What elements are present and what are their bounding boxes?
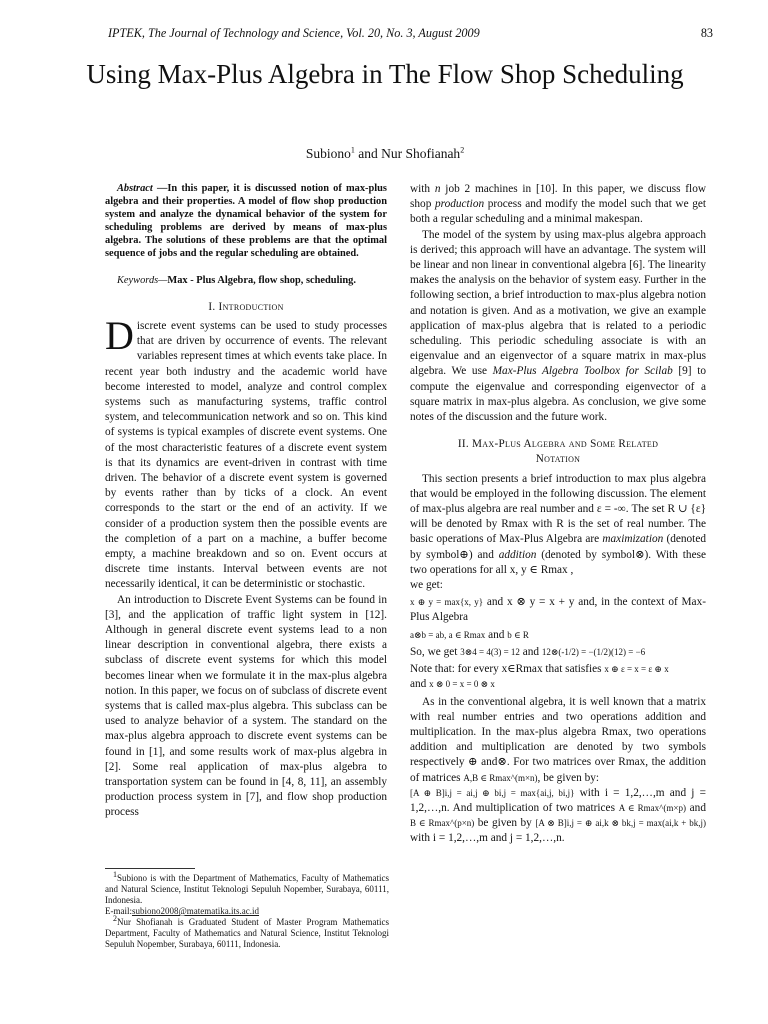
author-line bbox=[60, 146, 710, 162]
footnotes bbox=[105, 868, 389, 950]
intro-paragraph-2: An introduction to Discrete Event Systems can be found in [3], and the application of traffic light system in [12]. Although in general discrete event systems lead to a non linear description in conventional algebra, there exists a subclass of discrete event systems for which this model becomes linear when we formulate it in the max-plus algebra notion. In this paper, we focus on of subclass of discrete event systems that is called max-plus algebra. This subclass can be used to analyze behavior of a system. The standard on the max-plus algebra approach to discrete event systems can be found in [1], and some results work of max-plus algebra in [2]. Some real application of max-plus algebra to transportation system can be found in [4, 8, 11], an assembly production process system in [7], and flow shop production process bbox=[105, 593, 387, 819]
italic-n: n bbox=[434, 183, 441, 195]
equation: b ∈ R bbox=[507, 629, 529, 640]
footnote-2 bbox=[105, 914, 389, 950]
section-2-paragraph-3 bbox=[410, 786, 706, 847]
section-2-heading bbox=[410, 437, 706, 467]
author-2: Nur Shofianah bbox=[381, 146, 461, 161]
text-run: This section presents a brief introduction to max plus algebra that would be employed in the following discussion. The element of max-plus algebra are real number and ε = -∞. The set R ∪ {ε} will be denoted by Rmax with R is the set of real number. The basic operations of Max-Plus Algebra are bbox=[410, 472, 706, 546]
equation: 3⊗4 = 4(3) = 12 bbox=[460, 646, 520, 657]
paper-title: Using Max-Plus Algebra in The Flow Shop Scheduling bbox=[86, 59, 684, 89]
equation: x ⊗ 0 = x = 0 ⊗ x bbox=[429, 679, 495, 690]
section-2-heading-line-2: Notation bbox=[535, 453, 581, 466]
drop-cap: D bbox=[105, 312, 134, 358]
text-run: and bbox=[410, 678, 430, 691]
footnote-email bbox=[105, 906, 389, 917]
text-run: Note that: for every x∈Rmax that satisfies bbox=[410, 663, 605, 676]
text-run: job 2 machines in [10]. In this paper, we discuss flow shop bbox=[410, 183, 706, 211]
keywords-text: Max - Plus Algebra, flow shop, scheduling. bbox=[167, 274, 356, 286]
toolbox-name: Max-Plus Algebra Toolbox for Scilab bbox=[492, 365, 673, 378]
equation: x ⊕ ε = x = ε ⊕ x bbox=[604, 664, 669, 675]
keywords bbox=[105, 273, 387, 288]
equation: [A ⊗ B]i,j = ⊕ ai,k ⊗ bk,j = max(ai,k + bk,j) bbox=[535, 818, 706, 829]
equation-line-1 bbox=[410, 595, 706, 625]
text-run: with i = 1,2,…,m and j = 1,2,…,n. And multiplication of two matrices bbox=[410, 786, 706, 814]
equation: 12⊗(-1/2) = −(1/2)(12) = −6 bbox=[541, 646, 646, 657]
abstract-text: In this paper, it is discussed notion of max-plus algebra and their properties. A model of flow shop production system and analyze the dynamical behavior of the system for scheduling problems are derived by means of max-plus algebra. The solutions of these problems are that the optimal sequence of jobs and the regular scheduling are obtained. bbox=[105, 183, 387, 260]
we-get-line: we get: bbox=[410, 579, 443, 592]
abstract bbox=[105, 182, 387, 261]
italic-maximization: maximization bbox=[602, 533, 664, 546]
equation: A,B ∈ Rmax^(m×n) bbox=[463, 772, 538, 783]
equation: A ∈ Rmax^(m×p) bbox=[618, 802, 686, 813]
text-run: and bbox=[485, 628, 508, 641]
section-2-heading-line-1: II. Max-Plus Algebra and Some Related bbox=[457, 438, 659, 451]
right-column bbox=[410, 182, 706, 847]
text-run: So, we get bbox=[410, 645, 461, 658]
note-line bbox=[410, 662, 706, 692]
left-column bbox=[105, 182, 387, 821]
footnote-1-mark: 1 bbox=[113, 870, 117, 879]
text-run: with i = 1,2,…,m and j = 1,2,…,n. bbox=[410, 832, 565, 845]
section-2-paragraph-1 bbox=[410, 472, 706, 578]
text-run: be given by bbox=[474, 817, 536, 830]
running-header bbox=[108, 26, 713, 41]
text-run: and, in the context of Max-Plus Algebra bbox=[410, 596, 706, 624]
footnote-2-mark: 2 bbox=[113, 914, 117, 923]
author-2-mark: 2 bbox=[460, 145, 465, 155]
author-1: Subiono bbox=[305, 146, 351, 161]
footnote-1-text: Subiono is with the Department of Mathematics, Faculty of Mathematics and Natural Science, Institut Teknologi Sepuluh Nopember, Surabaya, 60111, Indonesia. bbox=[105, 873, 389, 905]
text-run: with bbox=[410, 183, 435, 195]
text-run: [9] to compute the eigenvalue and corresponding eigenvector of a square matrix in max-plus algebra. As conclusion, we give some notes of the discussion and the future work. bbox=[410, 365, 707, 424]
intro-paragraph-1 bbox=[105, 312, 387, 593]
equation-line-3 bbox=[410, 645, 706, 660]
text-run: As in the conventional algebra, it is well known that a matrix with real number entries and two operations addition and multiplication. In the max-plus algebra Rmax, two operations addition and multiplication are denoted by two symbols respectively ⊕ and⊗. For two matrices over Rmax, the addition of matrices bbox=[410, 695, 706, 784]
equation-line-2 bbox=[410, 628, 706, 643]
equation: [A ⊕ B]i,j = ai,j ⊕ bi,j = max{ai,j, bi,j} bbox=[410, 787, 575, 798]
equation: x ⊕ y = max{x, y} bbox=[410, 597, 484, 608]
journal-citation: IPTEK, The Journal of Technology and Science, Vol. 20, No. 3, August 2009 bbox=[108, 26, 480, 40]
italic-production: production bbox=[434, 198, 485, 211]
email-label: E-mail: bbox=[105, 906, 132, 916]
text-run: , be given by: bbox=[537, 771, 600, 784]
italic-addition: addition bbox=[498, 548, 537, 561]
text-run: and bbox=[685, 801, 706, 814]
author-1-mark: 1 bbox=[350, 145, 355, 155]
page-number: 83 bbox=[700, 26, 713, 40]
intro-paragraph-4 bbox=[410, 228, 706, 426]
text-run: The model of the system by using max-plus algebra approach is derived; this approach will have an advantage. The system will be linear and non linear in conventional algebra [6]. The linearity makes the analysis on the behavior of system easy. Further in the following section, a brief introduction to max-plus algebra notion and notation is given. And as a motivation, we give an example application of max-plus algebra that is related to a periodic scheduling. This periodic scheduling associate is with an eigenvalue and an eigenvector of a square matrix in max-plus algebra. We use bbox=[410, 228, 706, 378]
equation: x ⊗ y = x + y bbox=[506, 596, 575, 609]
equation: a⊗b = ab, a ∈ Rmax bbox=[410, 629, 486, 640]
abstract-dash: — bbox=[152, 183, 168, 194]
text-run: (denoted by symbol⊗). With these two operations for all x, y ∈ Rmax , bbox=[410, 548, 707, 576]
footnote-rule bbox=[105, 868, 195, 869]
intro-paragraph-3 bbox=[410, 182, 706, 228]
text-run: and bbox=[519, 645, 542, 658]
author-conjunction: and bbox=[354, 146, 382, 161]
keywords-label: Keywords— bbox=[117, 274, 168, 286]
text-run: process and modify the model such that we get both a regular scheduling and a minimal makespan. bbox=[410, 198, 707, 226]
section-2-paragraph-2 bbox=[410, 695, 706, 786]
abstract-label: Abstract bbox=[117, 183, 153, 194]
email-link[interactable]: subiono2008@matematika.its.ac.id bbox=[132, 906, 260, 916]
intro-paragraph-1-text: iscrete event systems can be used to study processes that are driven by occurrence of events. The relevant variables represent times at which events take place. In recent year both industry and the academic world have become interested to model, analyze and control complex systems such as manufacturing systems, traffic control system, and telecommunication network and so on. This kind of systems is typical examples of discrete event systems. One of the most characteristic features of a discrete event system is that its dynamics are event-driven in contrast with time driven. The behavior of a discrete event system is governed by events rather than by ticks of a clock. An event corresponds to the start or the end of an activity. If we consider of a production system then the possible events are the completion of a part on a machine, a buffer become empty, a machine breakdown and so on. Event occurs at discrete time instants. Interval between events are not necessarily identical, it can be deterministic or stochastic. bbox=[105, 319, 387, 591]
footnote-1 bbox=[105, 870, 389, 906]
footnote-2-text: Nur Shofianah is Graduated Student of Master Program Mathematics Department, Faculty of Mathematics and Natural Science, Institut Teknologi Sepuluh Nopember, Surabaya, 60111, Indonesia. bbox=[105, 917, 389, 949]
section-1-heading: I. Introduction bbox=[208, 300, 284, 313]
equation: B ∈ Rmax^(p×n) bbox=[410, 818, 475, 829]
text-run: and bbox=[483, 596, 507, 609]
text-run: (denoted by symbol⊕) and bbox=[410, 533, 706, 561]
